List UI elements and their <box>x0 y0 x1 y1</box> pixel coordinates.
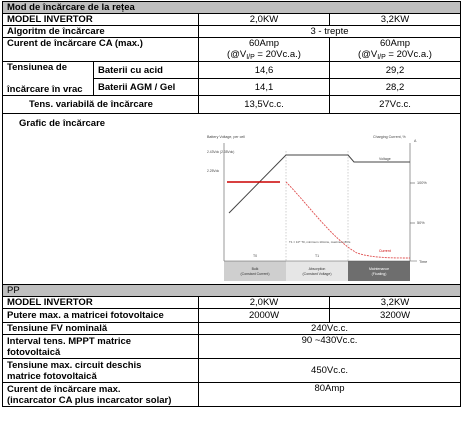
acid-value-a: 14,6 <box>199 62 330 79</box>
voltage-curve-label: Voltage <box>379 157 391 161</box>
table-row <box>3 62 461 79</box>
left-axis-label: Battery Voltage, per cell <box>207 135 245 139</box>
table-row <box>3 297 461 309</box>
float-voltage-label: Tens. variabilă de încărcare <box>3 96 199 114</box>
specification-table <box>2 1 461 407</box>
table-row <box>3 309 461 323</box>
right-axis-unit: A <box>414 139 417 143</box>
max-charge-current-value: 80Amp <box>199 383 461 407</box>
pv-model-b: 3,2KW <box>330 297 461 309</box>
pv-nominal-label: Tensiune FV nominală <box>3 323 199 335</box>
agm-battery-label: Baterii AGM / Gel <box>94 79 199 96</box>
t1-label: T1 <box>314 254 320 258</box>
phase-maintenance-bar <box>348 261 410 281</box>
chart-row <box>3 114 461 285</box>
ac-current-b: 60Amp <box>379 38 411 49</box>
grid-model-a: 2,0KW <box>199 14 330 26</box>
charging-curve-diagram <box>207 131 442 281</box>
agm-value-b: 28,2 <box>330 79 461 96</box>
pv-mppt-value: 90 ~430Vc.c. <box>199 335 461 359</box>
pv-power-a: 2000W <box>199 309 330 323</box>
phase-absorption-sublabel: (Constant Voltage) <box>302 272 332 276</box>
charging-algorithm-label: Algoritm de încărcare <box>3 26 199 38</box>
current-curve-label: Current <box>379 249 391 253</box>
phase-absorption-bar <box>286 261 348 281</box>
right-axis-label: Charging Current, % <box>373 135 406 139</box>
max-charge-current-label: Curent de încărcare max. (incarcator CA plus incarcator solar) <box>3 383 199 407</box>
tick-50-label: 50% <box>417 221 425 225</box>
pv-section-header: PP <box>3 285 461 297</box>
acid-battery-label: Baterii cu acid <box>94 62 199 79</box>
bulk-voltage-marker-label: 2.43Vdc (2.35Vdc) <box>207 150 235 154</box>
bulk-voltage-label: Tensiunea de încărcare în vrac <box>3 62 94 96</box>
table-row <box>3 96 461 114</box>
charging-algorithm-value: 3 - trepte <box>199 26 461 38</box>
phase-bulk-label: Bulk <box>251 267 259 271</box>
table-row <box>3 26 461 38</box>
vip-condition-a: $(@V_{I/P} = 20Vc.a.)$ <box>227 49 301 61</box>
agm-value-a: 14,1 <box>199 79 330 96</box>
grid-section-header-row <box>3 2 461 14</box>
ac-current-a: 60Amp <box>248 38 280 49</box>
charging-chart-label: Grafic de încărcare <box>19 118 106 129</box>
pv-power-label: Putere max. a matricei fotovoltaice <box>3 309 199 323</box>
phase-absorption-label: Absorption <box>308 267 326 271</box>
pv-model-a: 2,0KW <box>199 297 330 309</box>
phase-maintenance-sublabel: (Floating) <box>371 272 387 276</box>
pv-open-circuit-value: 450Vc.c. <box>199 359 461 383</box>
pv-section-header-row <box>3 285 461 297</box>
grid-section-header: Mod de încărcare de la rețea <box>3 2 461 14</box>
table-row <box>3 335 461 359</box>
pv-open-circuit-label: Tensiune max. circuit deschis matrice fotovoltaică <box>3 359 199 383</box>
grid-model-label: MODEL INVERTOR <box>3 14 199 26</box>
pv-model-label: MODEL INVERTOR <box>3 297 199 309</box>
table-row <box>3 383 461 407</box>
table-row <box>3 359 461 383</box>
t0-label: T0 <box>252 254 258 258</box>
grid-model-b: 3,2KW <box>330 14 461 26</box>
float-value-b: 27Vc.c. <box>330 96 461 114</box>
time-axis-label: Time <box>419 260 428 264</box>
pv-nominal-value: 240Vc.c. <box>199 323 461 335</box>
acid-value-b: 29,2 <box>330 62 461 79</box>
chart-cell <box>3 114 461 285</box>
phase-maintenance-label: Maintenance <box>368 267 390 271</box>
tick-100-label: 100% <box>417 181 427 185</box>
ac-current-b-cell <box>330 38 461 62</box>
float-voltage-marker-label: 2.25Vdc <box>207 169 220 173</box>
table-row <box>3 323 461 335</box>
table-row <box>3 14 461 26</box>
ac-current-a-cell <box>199 38 330 62</box>
float-value-a: 13,5Vc.c. <box>199 96 330 114</box>
t1-note: T1 = 10* T0, minimum 10mins, maximum 8hrs <box>289 240 351 244</box>
voltage-curve <box>229 155 410 213</box>
ac-current-label: Curent de încărcare CA (max.) <box>3 38 199 62</box>
vip-condition-b: $(@V_{I/P} = 20Vc.a.)$ <box>358 49 432 61</box>
pv-mppt-label: Interval tens. MPPT matrice fotovoltaică <box>3 335 199 359</box>
phase-bulk-bar <box>224 261 286 281</box>
pv-power-b: 3200W <box>330 309 461 323</box>
phase-bulk-sublabel: (Constant Current) <box>240 272 270 276</box>
table-row <box>3 38 461 62</box>
